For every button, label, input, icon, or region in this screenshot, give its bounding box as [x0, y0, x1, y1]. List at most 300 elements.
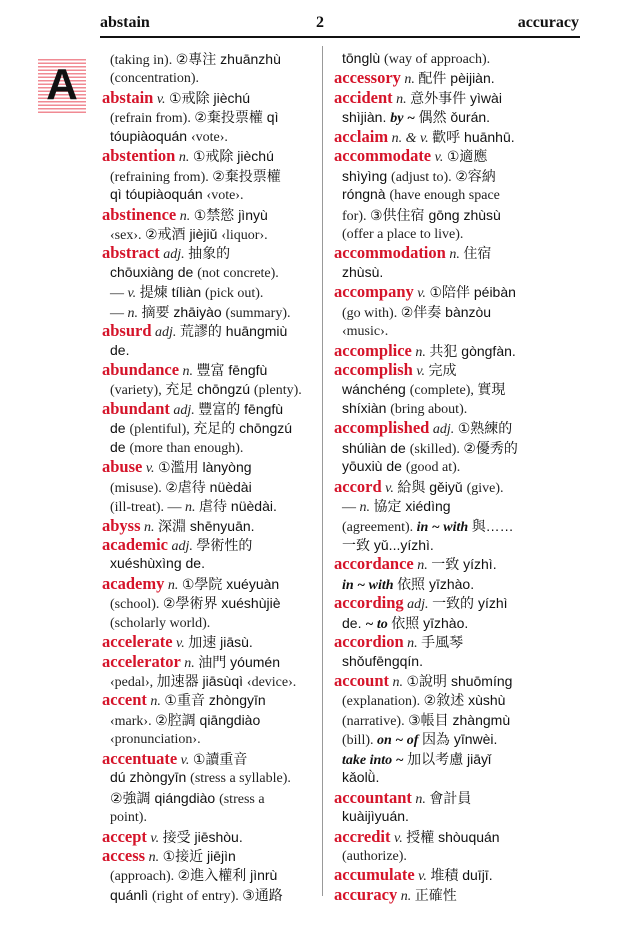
entry-line [334, 341, 518, 360]
entry-continuation-line [334, 302, 518, 321]
part-of-speech: n. [164, 577, 182, 593]
entry-continuation-line [334, 652, 518, 671]
chinese-pinyin: de [110, 420, 130, 437]
chinese-pinyin: shìjiàn. [342, 109, 391, 126]
english-gloss: (not concrete). [197, 265, 279, 281]
headword: abstract [102, 243, 160, 263]
entry-continuation-line [334, 438, 518, 457]
english-gloss: (approach). [110, 869, 178, 885]
part-of-speech: v. [146, 830, 163, 846]
entry-continuation-line [334, 729, 518, 748]
english-gloss: (scholarly world). [110, 615, 211, 631]
english-gloss: ‹mark›. [110, 713, 156, 729]
chinese-pinyin: yōuxiù de [342, 458, 406, 475]
headword: accordion [334, 632, 404, 652]
chinese-pinyin: ②強調 qiángdiào [110, 789, 220, 806]
entry-line [334, 282, 518, 301]
entry-continuation-line [334, 768, 518, 787]
part-of-speech: adj. [167, 538, 197, 554]
idiom-phrase: ~ to [365, 616, 392, 632]
chinese-pinyin: 充足的 chōngzú [193, 420, 293, 437]
chinese-pinyin: 抽象的 [188, 245, 231, 262]
chinese-pinyin: 充足 chōngzú [165, 381, 254, 398]
english-gloss: (narrative). [342, 713, 409, 729]
part-of-speech: v. [172, 636, 189, 652]
chinese-pinyin: 荒謬的 huāngmiù [179, 323, 288, 340]
entry-continuation-line [334, 185, 518, 204]
english-gloss: — [342, 500, 360, 516]
entry-continuation-line [102, 788, 302, 807]
english-gloss: ‹pedal›, [110, 675, 157, 690]
english-gloss: (refraining from). [110, 169, 213, 185]
entry-line [334, 88, 518, 107]
english-gloss: ‹device›. [246, 675, 297, 690]
headword: accordance [334, 554, 414, 574]
chinese-pinyin: róngnà [342, 186, 390, 203]
chinese-pinyin: ②專注 zhuānzhù [175, 51, 281, 67]
entry-continuation-line [102, 379, 302, 398]
chinese-pinyin: xuéshùxìng de. [110, 555, 205, 572]
english-gloss: (pick out). [205, 286, 264, 302]
chinese-pinyin: ③通路 [242, 886, 283, 903]
entry-continuation-line [334, 379, 518, 398]
english-gloss: (skilled). [409, 441, 464, 457]
part-of-speech: v. [177, 752, 193, 768]
headword: according [334, 593, 404, 613]
entry-continuation-line [334, 496, 518, 515]
chinese-pinyin: ②棄投票權 qì [194, 109, 279, 126]
headword: absurd [102, 321, 152, 341]
part-of-speech: n. [185, 500, 200, 516]
chinese-pinyin: 接受 jiēshòu. [162, 828, 243, 845]
english-gloss: (way of approach). [384, 52, 491, 67]
english-gloss: (refrain from). [110, 111, 195, 127]
headword: accommodate [334, 146, 432, 166]
chinese-pinyin: quánlì [110, 886, 153, 903]
entry-line [102, 827, 302, 846]
english-gloss: (bill). [342, 733, 377, 749]
chinese-pinyin: 會計員 [429, 789, 472, 806]
entry-line [334, 127, 518, 146]
entry-continuation-line [102, 302, 302, 321]
english-gloss: for). [342, 208, 370, 224]
chinese-pinyin: 實現 [477, 381, 506, 398]
entry-line [334, 885, 518, 904]
chinese-pinyin: ①讀重音 [192, 750, 248, 767]
entry-continuation-line [102, 438, 302, 457]
headword: accountant [334, 787, 412, 807]
chinese-pinyin: ①適應 [446, 148, 488, 165]
entry-line [334, 865, 518, 884]
headword: accuracy [334, 884, 398, 904]
english-gloss: — [110, 305, 128, 321]
english-gloss: (explanation). [342, 694, 424, 710]
page-number: 2 [316, 14, 324, 31]
entry-line [102, 360, 302, 379]
headword: accept [102, 826, 147, 846]
part-of-speech: v. [431, 150, 447, 166]
right-column [334, 49, 518, 904]
headword: abstention [102, 146, 176, 166]
entry-continuation-line [334, 690, 518, 709]
chinese-pinyin: 住宿 [463, 245, 492, 262]
entry-line [334, 788, 518, 807]
part-of-speech: n. [140, 519, 159, 535]
chinese-pinyin: ①戒除 jièchú [169, 89, 251, 106]
chinese-pinyin: shìyìng [342, 167, 392, 184]
guide-word-left: abstain [100, 14, 150, 31]
chinese-pinyin: 豐富的 fēngfù [198, 400, 284, 417]
chinese-pinyin: 依照 yīzhào. [391, 614, 469, 631]
part-of-speech: n. [180, 655, 199, 671]
english-gloss: (variety), [110, 383, 166, 399]
english-gloss: (summary). [225, 305, 291, 321]
entry-continuation-line [334, 516, 518, 535]
entry-line [334, 671, 518, 690]
chinese-pinyin: 摘要 zhāiyào [141, 303, 226, 320]
entry-continuation-line [102, 282, 302, 301]
chinese-pinyin: 共犯 gòngfàn. [429, 342, 516, 359]
entry-continuation-line [102, 593, 302, 612]
entry-continuation-line [102, 554, 302, 573]
entry-continuation-line [102, 185, 302, 204]
english-gloss: (good at). [405, 460, 461, 476]
part-of-speech: adj. [169, 402, 199, 418]
entry-continuation-line [102, 613, 302, 632]
entry-continuation-line [102, 127, 302, 146]
part-of-speech: v. [153, 91, 170, 107]
chinese-pinyin: chōuxiàng de [110, 263, 198, 280]
header-rule [100, 36, 580, 38]
entry-line [334, 477, 518, 496]
english-gloss: ‹music›. [342, 324, 389, 340]
headword: accommodation [334, 243, 446, 263]
headword: abuse [102, 457, 143, 477]
chinese-pinyin: 給與 gěiyǔ [397, 478, 467, 495]
column-divider [322, 46, 323, 896]
entry-continuation-line [334, 166, 518, 185]
english-gloss: point). [110, 810, 147, 826]
part-of-speech: v. [390, 830, 407, 846]
part-of-speech: v. [127, 286, 140, 302]
entry-continuation-line [334, 224, 518, 243]
entry-continuation-line [102, 807, 302, 826]
left-column [102, 49, 302, 904]
chinese-pinyin: tōnglù [342, 50, 385, 66]
part-of-speech: n. [146, 694, 165, 710]
entry-continuation-line [334, 574, 518, 593]
entry-line [102, 749, 302, 768]
entry-line [102, 88, 302, 107]
part-of-speech: adj. [151, 325, 180, 341]
part-of-speech: n. [145, 849, 163, 865]
idiom-phrase: take into ~ [342, 752, 408, 768]
chinese-pinyin: 因為 yīnwèi. [421, 731, 498, 748]
headword: abstain [102, 87, 154, 107]
entry-continuation-line [334, 321, 518, 340]
chinese-pinyin: ②伴奏 bànzòu [400, 303, 492, 320]
entry-continuation-line [334, 399, 518, 418]
entry-continuation-line [334, 749, 518, 768]
chinese-pinyin: 學術性的 [196, 536, 253, 553]
headword: abundance [102, 360, 180, 379]
entry-line [102, 321, 302, 340]
entry-continuation-line [334, 613, 518, 632]
english-gloss: ‹pronunciation›. [110, 732, 201, 748]
headword: abstinence [102, 204, 177, 224]
chinese-pinyin: 加速器 jiāsùqì [156, 673, 247, 689]
entry-line [334, 418, 518, 437]
part-of-speech: v. [381, 480, 398, 496]
chinese-pinyin: ①戒除 jièchú [192, 148, 274, 165]
idiom-phrase: in ~ with [416, 519, 472, 535]
idiom-phrase: by ~ [390, 111, 419, 127]
chinese-pinyin: 配件 pèijiàn. [418, 70, 495, 87]
chinese-pinyin: de. [110, 341, 130, 358]
part-of-speech: n. [411, 791, 430, 807]
entry-line [102, 457, 302, 476]
chinese-pinyin: ①接近 jiējìn [162, 847, 236, 864]
chinese-pinyin: 加速 jiāsù. [188, 634, 253, 651]
part-of-speech: v. [414, 869, 431, 885]
entry-continuation-line [102, 263, 302, 282]
entry-continuation-line [102, 49, 302, 68]
chinese-pinyin: de. [342, 614, 366, 631]
english-gloss: ‹vote›. [190, 129, 228, 145]
chinese-pinyin: ③帳目 zhàngmù [408, 711, 511, 728]
entry-continuation-line [102, 865, 302, 884]
part-of-speech: adj. [429, 422, 458, 438]
headword: accent [102, 690, 147, 710]
part-of-speech: adj. [159, 247, 189, 263]
headword: academic [102, 534, 168, 554]
chinese-pinyin: 偶然 ǒurán. [418, 109, 491, 126]
entry-continuation-line [334, 807, 518, 826]
chinese-pinyin: dú zhòngyīn [110, 769, 191, 786]
chinese-pinyin: ②優秀的 [463, 439, 518, 456]
headword: acclaim [334, 126, 389, 146]
entry-line [102, 632, 302, 651]
part-of-speech: n. [389, 675, 407, 690]
entry-continuation-line [334, 205, 518, 224]
chinese-pinyin: shǒufēngqín. [342, 652, 423, 669]
english-gloss: (right of entry). [152, 888, 243, 904]
entry-line [102, 652, 302, 671]
entry-line [102, 243, 302, 262]
english-gloss: (agreement). [342, 519, 417, 535]
part-of-speech: n. [397, 888, 415, 904]
chinese-pinyin: ②敘述 xùshù [423, 692, 506, 709]
entry-continuation-line [102, 418, 302, 437]
headword: account [334, 671, 389, 690]
english-gloss: (stress a [219, 791, 265, 807]
english-gloss: (complete), [409, 383, 478, 399]
part-of-speech: n. [175, 150, 193, 166]
headword: accelerate [102, 632, 173, 652]
chinese-pinyin: 協定 xiédìng [373, 498, 451, 515]
headword: accord [334, 476, 382, 496]
chinese-pinyin: 一致的 yízhì [432, 595, 508, 612]
chinese-pinyin: zhùsù. [342, 263, 384, 280]
entry-line [334, 827, 518, 846]
chinese-pinyin: 意外事件 yìwài [410, 89, 502, 106]
entry-continuation-line [102, 107, 302, 126]
chinese-pinyin: ①重音 zhòngyīn [164, 692, 266, 709]
headword: accessory [334, 68, 401, 88]
chinese-pinyin: 一致 yǔ...yízhì. [342, 536, 434, 553]
headword: accumulate [334, 865, 415, 885]
chinese-pinyin: 豐富 fēngfù [196, 362, 268, 378]
headword: accompany [334, 282, 414, 302]
entry-line [334, 554, 518, 573]
chinese-pinyin: ③供住宿 gōng zhùsù [370, 206, 501, 223]
english-gloss: (offer a place to live). [342, 226, 464, 242]
english-gloss: (misuse). [110, 480, 166, 496]
entry-continuation-line [334, 710, 518, 729]
entry-continuation-line [102, 496, 302, 515]
entry-line [334, 632, 518, 651]
english-gloss: ‹vote›. [206, 188, 244, 204]
chinese-pinyin: ①說明 shuōmíng [406, 673, 513, 689]
entry-line [102, 516, 302, 535]
part-of-speech: v. [413, 286, 430, 302]
part-of-speech: n. [359, 500, 374, 516]
chinese-pinyin: 虐待 nüèdài. [199, 498, 277, 515]
letter-thumb-tab [38, 57, 86, 113]
headword: accomplished [334, 418, 430, 438]
english-gloss: (have enough space [389, 188, 500, 204]
entry-continuation-line [102, 768, 302, 787]
entry-line [334, 68, 518, 87]
part-of-speech: n. [127, 305, 142, 321]
part-of-speech: n. [179, 364, 197, 379]
entry-line [334, 243, 518, 262]
chinese-pinyin: tóupiàoquán [110, 127, 191, 144]
chinese-pinyin: wánchéng [342, 381, 410, 398]
chinese-pinyin: 堆積 duījī. [430, 867, 493, 884]
guide-word-right: accuracy [517, 14, 579, 31]
chinese-pinyin: 油門 yóumén [198, 653, 280, 670]
headword: accentuate [102, 748, 178, 768]
chinese-pinyin: ②進入權利 jìnrù [177, 867, 278, 884]
chinese-pinyin: ②戒酒 jièjiǔ [145, 225, 222, 242]
chinese-pinyin: 與…… [471, 517, 514, 534]
entry-continuation-line [102, 710, 302, 729]
entry-continuation-line [102, 68, 302, 87]
english-gloss: — [110, 286, 128, 302]
part-of-speech: n. [176, 208, 194, 224]
chinese-pinyin: ①禁慾 jìnyù [193, 206, 268, 223]
tab-letter: A [46, 60, 78, 109]
part-of-speech: n. [392, 91, 411, 107]
entry-continuation-line [102, 729, 302, 748]
entry-continuation-line [102, 166, 302, 185]
chinese-pinyin: ②棄投票權 [212, 167, 281, 184]
english-gloss: (give). [466, 480, 504, 496]
headword: abundant [102, 398, 170, 418]
entry-line [102, 535, 302, 554]
chinese-pinyin: de [110, 438, 130, 455]
entry-line [334, 593, 518, 612]
chinese-pinyin: ②學術界 xuéshùjiè [162, 595, 281, 612]
chinese-pinyin: 深淵 shēnyuān. [158, 517, 255, 534]
english-gloss: (stress a syllable). [190, 771, 291, 787]
english-gloss: (adjust to). [391, 169, 456, 185]
entry-continuation-line [102, 224, 302, 243]
entry-continuation-line [102, 885, 302, 904]
chinese-pinyin: 依照 yīzhào. [397, 575, 475, 592]
english-gloss: (more than enough). [129, 440, 244, 456]
chinese-pinyin: 歡呼 huānhū. [432, 128, 515, 145]
part-of-speech: n. [411, 344, 430, 360]
chinese-pinyin: ②腔調 qiāngdiào [155, 711, 261, 728]
english-gloss: (ill-treat). — [110, 500, 186, 516]
english-gloss: (plenty). [253, 383, 302, 399]
headword: accomplish [334, 360, 413, 379]
chinese-pinyin: shúliàn de [342, 439, 410, 456]
entry-line [102, 690, 302, 709]
entry-continuation-line [102, 477, 302, 496]
entry-continuation-line [334, 49, 518, 68]
part-of-speech: adj. [403, 597, 433, 613]
idiom-phrase: on ~ of [377, 733, 422, 749]
english-gloss: (school). [110, 597, 163, 613]
headword: academy [102, 573, 165, 593]
entry-continuation-line [102, 671, 302, 690]
entry-line [102, 399, 302, 418]
chinese-pinyin: 一致 yízhì. [431, 556, 497, 573]
chinese-pinyin: 手風琴 [421, 634, 464, 651]
idiom-phrase: in ~ with [342, 577, 398, 593]
chinese-pinyin: shíxiàn [342, 399, 391, 416]
entry-line [334, 360, 518, 379]
english-gloss: (concentration). [110, 71, 200, 87]
part-of-speech: n. [400, 72, 419, 88]
entry-continuation-line [334, 263, 518, 282]
chinese-pinyin: 完成 [428, 362, 457, 378]
headword: accelerator [102, 651, 181, 671]
chinese-pinyin: 正確性 [414, 886, 457, 903]
entry-line [102, 846, 302, 865]
chinese-pinyin: 提煉 tíliàn [139, 284, 206, 301]
english-gloss: (taking in). [110, 53, 176, 68]
chinese-pinyin: ②虐待 nüèdài [165, 478, 252, 495]
entry-continuation-line [102, 341, 302, 360]
entry-continuation-line [334, 846, 518, 865]
chinese-pinyin: kuàijìyuán. [342, 808, 409, 825]
entry-continuation-line [334, 535, 518, 554]
chinese-pinyin: kǎolǜ. [342, 769, 380, 786]
headword: accident [334, 87, 393, 107]
entry-line [102, 146, 302, 165]
english-gloss: (plentiful), [129, 422, 194, 438]
part-of-speech: v. [142, 461, 159, 477]
english-gloss: ‹liquor›. [221, 227, 268, 243]
english-gloss: ‹sex›. [110, 227, 145, 243]
entry-line [334, 146, 518, 165]
chinese-pinyin: ①陪伴 péibàn [429, 284, 516, 301]
entry-continuation-line [334, 107, 518, 126]
part-of-speech: n. & v. [388, 130, 433, 146]
chinese-pinyin: 授權 shòuquán [406, 828, 500, 845]
entry-continuation-line [334, 457, 518, 476]
part-of-speech: n. [445, 247, 464, 263]
chinese-pinyin: 加以考慮 jiāyǐ [407, 750, 492, 767]
english-gloss: (authorize). [342, 848, 407, 864]
english-gloss: (go with). [342, 305, 401, 321]
headword: accredit [334, 826, 391, 846]
part-of-speech: n. [413, 558, 432, 574]
